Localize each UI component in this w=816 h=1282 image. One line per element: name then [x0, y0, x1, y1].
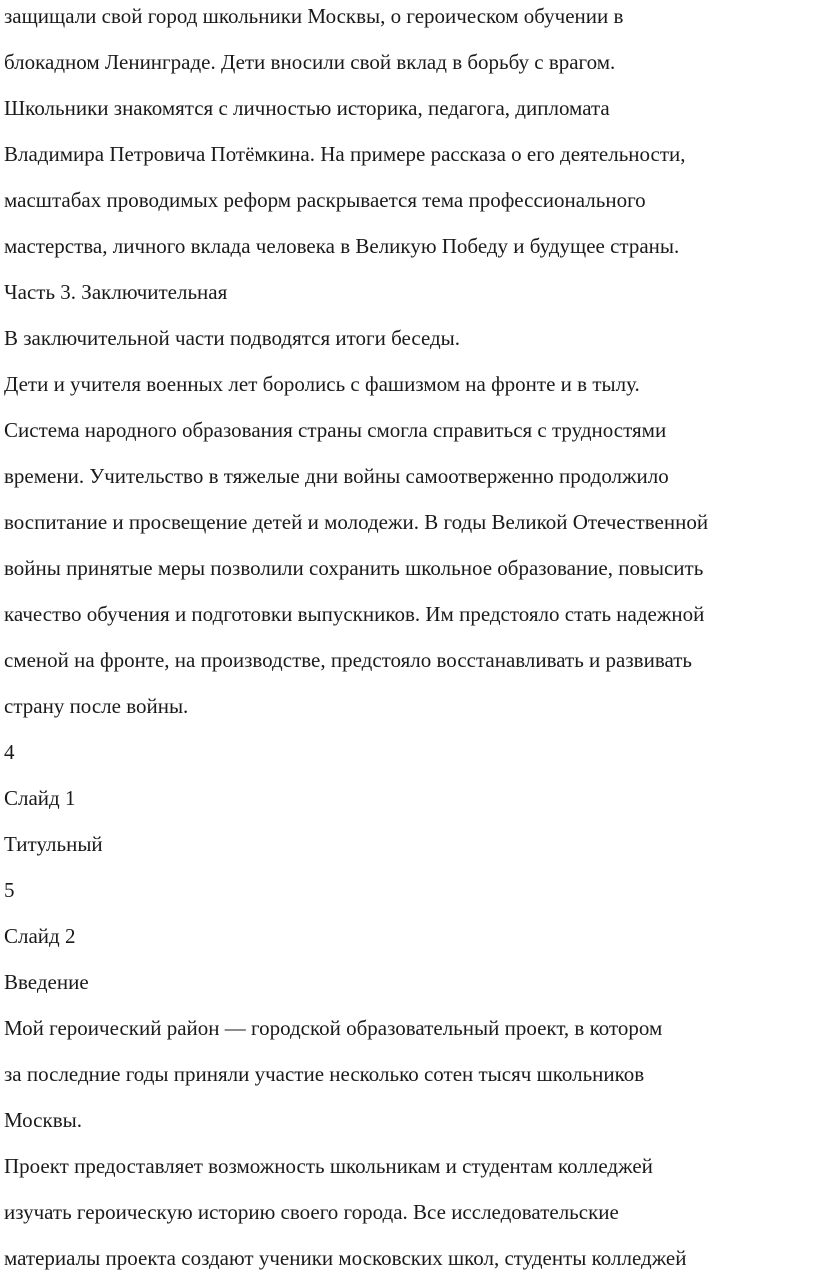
text-line: качество обучения и подготовки выпускников. Им предстояло стать надежной — [4, 602, 705, 626]
text-line: Мой героический район — городской образовательный проект, в котором — [4, 1016, 663, 1040]
text-line: за последние годы приняли участие несколько сотен тысяч школьников — [4, 1062, 645, 1086]
slide-label: Слайд 1 — [4, 786, 76, 810]
slide-number: 4 — [4, 740, 15, 764]
slide-title: Титульный — [4, 832, 103, 856]
text-line: Дети и учителя военных лет боролись с фашизмом на фронте и в тылу. — [4, 372, 640, 396]
text-line: мастерства, личного вклада человека в Великую Победу и будущее страны. — [4, 234, 680, 258]
text-line: сменой на фронте, на производстве, предстояло восстанавливать и развивать — [4, 648, 692, 672]
text-line: воспитание и просвещение детей и молодежи. В годы Великой Отечественной — [4, 510, 709, 534]
text-line: Проект предоставляет возможность школьникам и студентам колледжей — [4, 1154, 653, 1178]
text-line: изучать героическую историю своего города. Все исследовательские — [4, 1200, 619, 1224]
text-line: Система народного образования страны смогла справиться с трудностями — [4, 418, 667, 442]
text-line: В заключительной части подводятся итоги беседы. — [4, 326, 461, 350]
text-line: Владимира Петровича Потёмкина. На примере рассказа о его деятельности, — [4, 142, 686, 166]
text-line: страну после войны. — [4, 694, 189, 718]
text-line: материалы проекта создают ученики московских школ, студенты колледжей — [4, 1246, 687, 1270]
text-line: времени. Учительство в тяжелые дни войны самоотверженно продолжило — [4, 464, 669, 488]
text-line: защищали свой город школьники Москвы, о героическом обучении в — [4, 4, 624, 28]
slide-title: Введение — [4, 970, 89, 994]
text-line: Школьники знакомятся с личностью историка, педагога, дипломата — [4, 96, 610, 120]
text-line: масштабах проводимых реформ раскрывается тема профессионального — [4, 188, 646, 212]
slide-number: 5 — [4, 878, 15, 902]
text-line: войны принятые меры позволили сохранить школьное образование, повысить — [4, 556, 704, 580]
slide-label: Слайд 2 — [4, 924, 76, 948]
section-heading: Часть 3. Заключительная — [4, 280, 228, 304]
text-line: блокадном Ленинграде. Дети вносили свой вклад в борьбу с врагом. — [4, 50, 616, 74]
text-line: Москвы. — [4, 1108, 82, 1132]
